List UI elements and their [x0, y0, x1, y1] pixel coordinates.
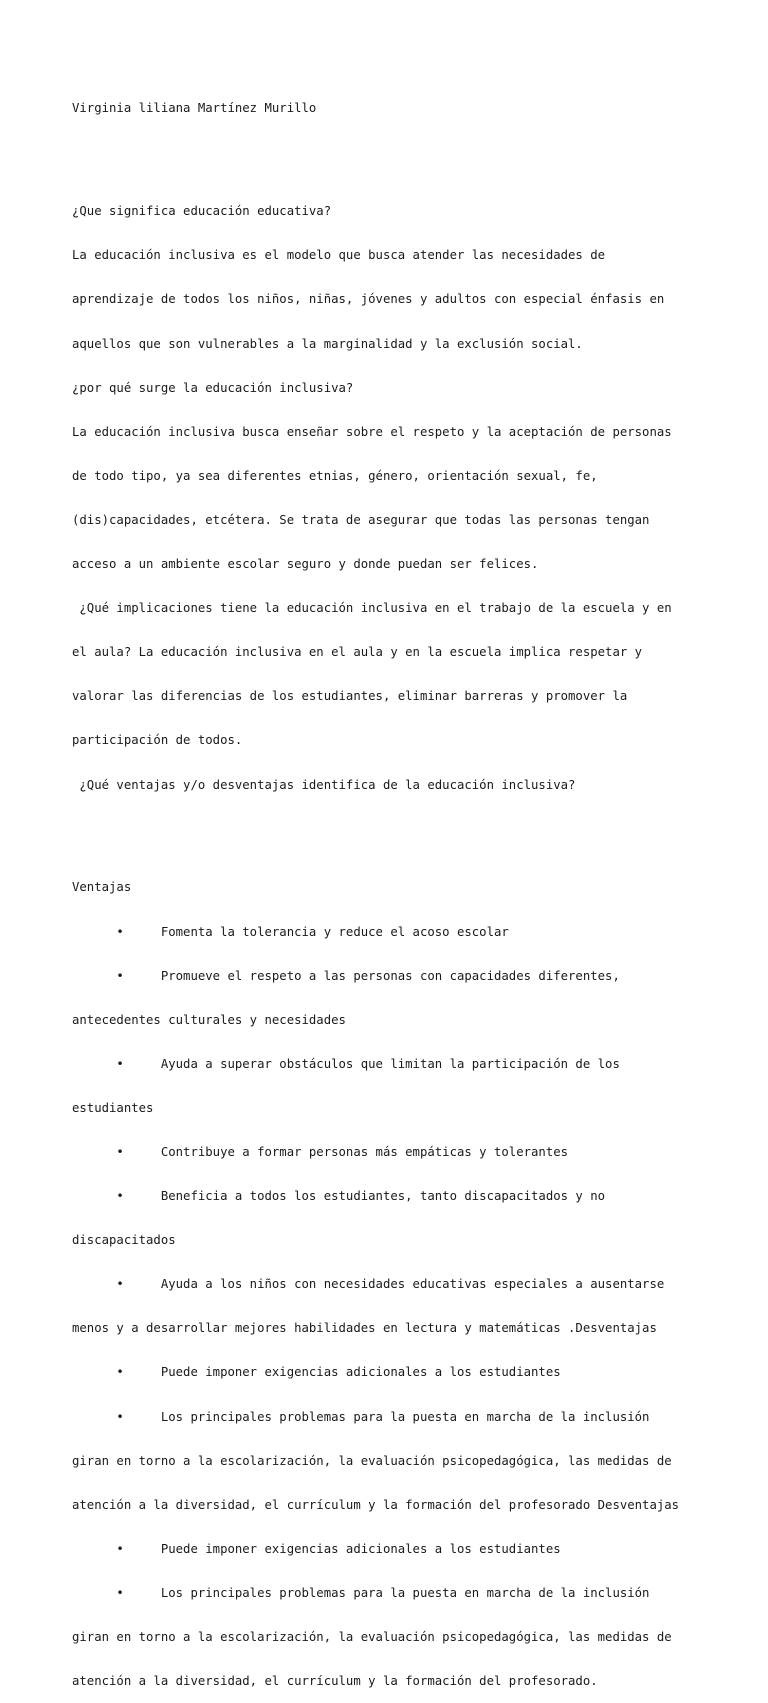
question-2: ¿por qué surge la educación inclusiva? [72, 380, 354, 395]
question-4: ¿Qué ventajas y/o desventajas identifica de la educación inclusiva? [72, 777, 576, 792]
text-line: el aula? La educación inclusiva en el aula y en la escuela implica respetar y [72, 645, 643, 660]
question-1: ¿Que significa educación educativa? [72, 204, 332, 219]
list-item-continuation: antecedentes culturales y necesidades [72, 1012, 346, 1027]
text-line: participación de todos. [72, 733, 243, 748]
list-item: • Beneficia a todos los estudiantes, tanto discapacitados y no [72, 1189, 606, 1204]
list-item: • Puede imponer exigencias adicionales a los estudiantes [72, 1541, 561, 1556]
list-item: • Promueve el respeto a las personas con capacidades diferentes, [72, 968, 620, 983]
list-item-continuation: estudiantes [72, 1100, 154, 1115]
list-item-continuation: menos y a desarrollar mejores habilidades en lectura y matemáticas .Desventajas [72, 1321, 657, 1336]
text-line: aprendizaje de todos los niños, niñas, jóvenes y adultos con especial énfasis en [72, 292, 665, 307]
text-line: La educación inclusiva es el modelo que busca atender las necesidades de [72, 248, 606, 263]
text-line: (dis)capacidades, etcétera. Se trata de asegurar que todas las personas tengan [72, 512, 650, 527]
text-line: acceso a un ambiente escolar seguro y donde puedan ser felices. [72, 557, 539, 572]
list-item-continuation: giran en torno a la escolarización, la evaluación psicopedagógica, las medidas de [72, 1453, 672, 1468]
text-line: La educación inclusiva busca enseñar sobre el respeto y la aceptación de personas [72, 424, 672, 439]
list-item-continuation: atención a la diversidad, el currículum y la formación del profesorado. [72, 1674, 598, 1689]
list-item: • Los principales problemas para la puesta en marcha de la inclusión [72, 1409, 650, 1424]
list-item-continuation: giran en torno a la escolarización, la evaluación psicopedagógica, las medidas de [72, 1630, 672, 1644]
question-3: ¿Qué implicaciones tiene la educación inclusiva en el trabajo de la escuela y en [72, 601, 672, 616]
list-item: • Puede imponer exigencias adicionales a los estudiantes [72, 1365, 561, 1380]
list-item: • Ayuda a los niños con necesidades educativas especiales a ausentarse [72, 1277, 665, 1292]
blank-line [72, 146, 752, 161]
author-name: Virginia liliana Martínez Murillo [72, 101, 317, 116]
list-item: • Contribuye a formar personas más empáticas y tolerantes [72, 1144, 569, 1159]
text-line: aquellos que son vulnerables a la marginalidad y la exclusión social. [72, 336, 583, 351]
blank-line [72, 822, 752, 837]
list-item: • Fomenta la tolerancia y reduce el acoso escolar [72, 924, 509, 939]
list-item-continuation: atención a la diversidad, el currículum y la formación del profesorado Desventajas [72, 1497, 680, 1512]
list-item: • Ayuda a superar obstáculos que limitan la participación de los [72, 1056, 620, 1071]
list-item-continuation: discapacitados [72, 1233, 176, 1248]
document-page [72, 72, 752, 1703]
text-line: valorar las diferencias de los estudiantes, eliminar barreras y promover la [72, 689, 628, 704]
list-item: • Los principales problemas para la puesta en marcha de la inclusión [72, 1585, 650, 1600]
section-heading-ventajas: Ventajas [72, 880, 132, 895]
text-line: de todo tipo, ya sea diferentes etnias, género, orientación sexual, fe, [72, 468, 598, 483]
